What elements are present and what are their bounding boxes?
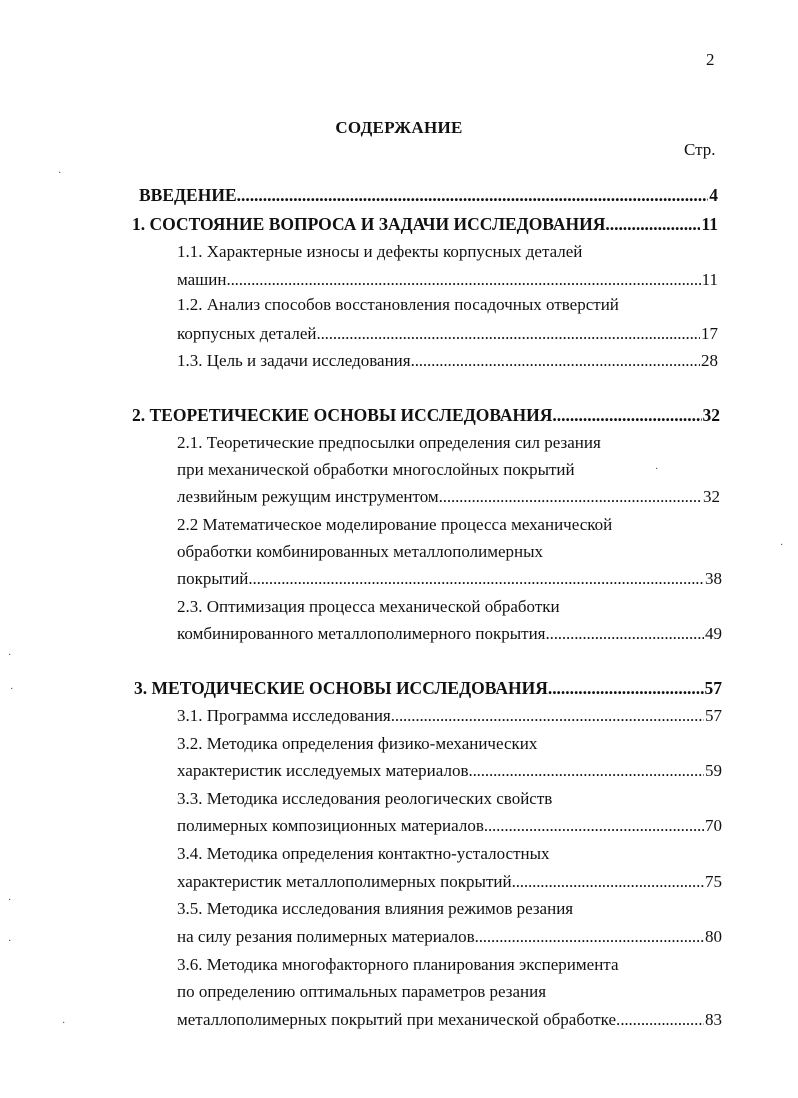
toc-entry-label: на силу резания полимерных материалов	[177, 927, 475, 946]
scan-speck: ·	[655, 464, 659, 475]
scan-speck: ·	[8, 895, 12, 906]
dot-leader	[411, 350, 700, 372]
toc-entry-2-3-line-1: 2.3. Оптимизация процесса механической обработки	[177, 597, 560, 616]
toc-entry-1-1-line-1: 1.1. Характерные износы и дефекты корпусных деталей	[177, 242, 583, 261]
page-title: СОДЕРЖАНИЕ	[335, 118, 463, 137]
toc-entry-3-6-line-1: 3.6. Методика многофакторного планирования эксперимента	[177, 955, 619, 974]
toc-entry-3-4	[177, 871, 722, 893]
dot-leader	[605, 213, 700, 235]
toc-entry-page: 59	[705, 761, 722, 780]
scan-speck: ·	[58, 168, 62, 179]
scan-speck: ·	[10, 684, 14, 695]
dot-leader	[484, 815, 704, 837]
toc-entry-3-4-line-1: 3.4. Методика определения контактно-усталостных	[177, 844, 550, 863]
toc-entry-page: 17	[701, 324, 718, 343]
scan-speck: ·	[8, 936, 12, 947]
toc-entry-page: 28	[701, 351, 718, 370]
toc-entry-page: 83	[705, 1010, 722, 1029]
dot-leader	[226, 269, 700, 291]
toc-entry-page: 4	[709, 185, 718, 205]
toc-entry-1-1	[177, 269, 718, 291]
page-number: 2	[706, 50, 715, 69]
toc-entry-2-1-line-1: 2.1. Теоретические предпосылки определения сил резания	[177, 433, 601, 452]
dot-leader	[512, 871, 704, 893]
toc-entry-chapter-3	[134, 677, 722, 699]
toc-entry-label: характеристик металлополимерных покрытий	[177, 872, 512, 891]
toc-entry-label: лезвийным режущим инструментом	[177, 487, 439, 506]
toc-entry-page: 38	[705, 569, 722, 588]
dot-leader	[475, 926, 704, 948]
toc-entry-chapter-2	[132, 404, 720, 426]
toc-entry-1-3	[177, 350, 718, 372]
toc-entry-3-1	[177, 705, 722, 727]
toc-entry-2-2	[177, 568, 722, 590]
toc-entry-1-2	[177, 323, 718, 345]
toc-entry-label: металлополимерных покрытий при механической обработке.	[177, 1010, 621, 1029]
toc-entry-2-2-line-2: обработки комбинированных металлополимерных	[177, 542, 544, 561]
toc-entry-2-2-line-1: 2.2 Математическое моделирование процесса механической	[177, 515, 613, 534]
scan-speck: ·	[8, 650, 12, 661]
toc-entry-3-6	[177, 1009, 722, 1031]
toc-entry-2-3	[177, 623, 722, 645]
toc-entry-label: 3. МЕТОДИЧЕСКИЕ ОСНОВЫ ИССЛЕДОВАНИЯ	[134, 678, 548, 698]
toc-entry-2-1-line-2: при механической обработки многослойных покрытий	[177, 460, 575, 479]
toc-entry-3-5-line-1: 3.5. Методика исследования влияния режимов резания	[177, 899, 574, 918]
toc-entry-page: 32	[703, 487, 720, 506]
toc-entry-label: характеристик исследуемых материалов	[177, 761, 469, 780]
toc-entry-label: 1. СОСТОЯНИЕ ВОПРОСА И ЗАДАЧИ ИССЛЕДОВАНИЯ	[132, 214, 606, 234]
toc-entry-3-6-line-2: по определению оптимальных параметров резания	[177, 982, 547, 1001]
toc-entry-label: корпусных деталей	[177, 324, 317, 343]
toc-entry-3-5	[177, 926, 722, 948]
toc-entry-label: 1.3. Цель и задачи исследования	[177, 351, 411, 370]
toc-entry-label: полимерных композиционных материалов	[177, 816, 484, 835]
toc-entry-introduction	[139, 184, 718, 206]
toc-entry-page: 49	[705, 624, 722, 643]
toc-entry-label: 2. ТЕОРЕТИЧЕСКИЕ ОСНОВЫ ИССЛЕДОВАНИЯ	[132, 405, 553, 425]
toc-entry-page: 57	[705, 706, 722, 725]
toc-entry-page: 32	[702, 405, 720, 425]
toc-entry-page: 75	[705, 872, 722, 891]
dot-leader	[468, 760, 704, 782]
toc-entry-label: 3.1. Программа исследования	[177, 706, 391, 725]
toc-entry-chapter-1	[132, 213, 718, 235]
scan-speck: ·	[62, 1018, 66, 1029]
dot-leader	[552, 404, 701, 426]
dot-leader	[391, 705, 704, 727]
toc-entry-3-2-line-1: 3.2. Методика определения физико-механических	[177, 734, 538, 753]
toc-entry-page: 11	[701, 214, 718, 234]
toc-entry-label: ВВЕДЕНИЕ	[139, 185, 237, 205]
dot-leader	[548, 677, 704, 699]
scan-speck: ·	[780, 540, 784, 551]
dot-leader	[248, 568, 704, 590]
toc-entry-page: 70	[705, 816, 722, 835]
dot-leader	[546, 623, 705, 645]
dot-leader	[620, 1009, 704, 1031]
toc-entry-page: 11	[701, 270, 718, 289]
toc-entry-1-2-line-1: 1.2. Анализ способов восстановления посадочных отверстий	[177, 295, 619, 314]
pages-column-label: Стр.	[684, 140, 716, 159]
toc-entry-label: покрытий	[177, 569, 249, 588]
dot-leader	[439, 486, 702, 508]
dot-leader	[237, 184, 709, 206]
dot-leader	[316, 323, 700, 345]
toc-entry-page: 57	[704, 678, 722, 698]
toc-entry-3-2	[177, 760, 722, 782]
toc-entry-page: 80	[705, 927, 722, 946]
toc-entry-label: машин	[177, 270, 227, 289]
toc-entry-label: комбинированного металлополимерного покрытия	[177, 624, 546, 643]
toc-entry-3-3-line-1: 3.3. Методика исследования реологических свойств	[177, 789, 553, 808]
toc-entry-3-3	[177, 815, 722, 837]
toc-entry-2-1	[177, 486, 720, 508]
